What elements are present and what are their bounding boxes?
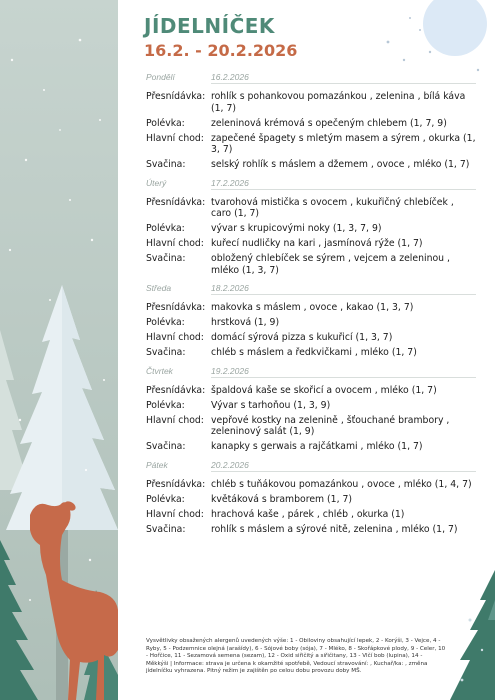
meal-description: domácí sýrová pizza s kukuřicí (1, 3, 7) bbox=[211, 332, 393, 343]
meal-label: Přesnídávka: bbox=[146, 302, 206, 313]
meal-label: Hlavní chod: bbox=[146, 238, 204, 249]
winter-illustration-left bbox=[0, 0, 118, 700]
meal-description: květáková s bramborem (1, 7) bbox=[211, 493, 353, 505]
meal-row bbox=[146, 415, 476, 438]
day-header bbox=[146, 460, 476, 474]
day-section bbox=[146, 460, 476, 536]
day-name: Čtvrtek bbox=[146, 365, 173, 376]
meal-row bbox=[146, 441, 476, 453]
meal-label: Přesnídávka: bbox=[146, 384, 206, 396]
meal-description: rohlík s pohankovou pomazánkou , zelenina , bílá káva (1, 7) bbox=[211, 91, 466, 114]
day-date: 16.2.2026 bbox=[211, 72, 476, 84]
weekly-menu bbox=[146, 72, 476, 542]
day-name: Pátek bbox=[146, 459, 168, 470]
meal-description: chléb s tuňákovou pomazánkou , ovoce , mléko (1, 4, 7) bbox=[211, 478, 472, 490]
meal-label: Polévka: bbox=[146, 399, 185, 411]
meal-row bbox=[146, 238, 476, 250]
meal-label: Polévka: bbox=[146, 223, 185, 234]
meal-description: tvarohová mistička s ovocem , kukuřičný chlebíček , caro (1, 7) bbox=[211, 196, 454, 219]
day-date: 19.2.2026 bbox=[211, 366, 476, 378]
meal-row bbox=[146, 159, 476, 171]
meal-label: Přesnídávka: bbox=[146, 478, 206, 490]
pine-branches-icon bbox=[450, 570, 495, 700]
day-date: 18.2.2026 bbox=[211, 283, 476, 295]
meal-description: vývar s krupicovými noky (1, 3, 7, 9) bbox=[211, 223, 382, 234]
meal-description: kuřecí nudličky na kari , jasmínová rýže (1, 7) bbox=[211, 238, 423, 249]
snowflakes-icon bbox=[387, 17, 480, 71]
day-section bbox=[146, 366, 476, 453]
day-section bbox=[146, 283, 476, 359]
meal-row bbox=[146, 385, 476, 397]
meal-description: selský rohlík s máslem a džemem , ovoce , mléko (1, 7) bbox=[211, 159, 470, 170]
meal-label: Svačina: bbox=[146, 253, 186, 264]
day-section bbox=[146, 72, 476, 171]
meal-description: hrstková (1, 9) bbox=[211, 317, 280, 328]
day-date: 20.2.2026 bbox=[211, 460, 476, 472]
day-header bbox=[146, 366, 476, 380]
meal-label: Polévka: bbox=[146, 493, 185, 505]
meal-description: chléb s máslem a ředkvičkami , mléko (1, 7) bbox=[211, 347, 417, 358]
meal-label: Hlavní chod: bbox=[146, 332, 204, 343]
meal-row bbox=[146, 509, 476, 521]
meal-row bbox=[146, 223, 476, 235]
meal-row bbox=[146, 133, 476, 156]
meal-row bbox=[146, 317, 476, 329]
meal-description: makovka s máslem , ovoce , kakao (1, 3, 7) bbox=[211, 302, 414, 313]
meal-row bbox=[146, 197, 476, 220]
meal-description: vepřové kostky na zelenině , šťouchané brambory , zeleninový salát (1, 9) bbox=[211, 414, 450, 437]
meal-row bbox=[146, 302, 476, 314]
day-header bbox=[146, 283, 476, 297]
meal-label: Svačina: bbox=[146, 347, 186, 358]
meal-description: zeleninová krémová s opečeným chlebem (1, 7, 9) bbox=[211, 117, 447, 129]
meal-description: rohlík s máslem a sýrové nitě, zelenina , mléko (1, 7) bbox=[211, 523, 458, 535]
meal-row bbox=[146, 347, 476, 359]
meal-label: Polévka: bbox=[146, 117, 185, 129]
meal-row bbox=[146, 400, 476, 412]
meal-label: Svačina: bbox=[146, 159, 186, 170]
meal-description: hrachová kaše , párek , chléb , okurka (1) bbox=[211, 508, 405, 520]
week-date-range: 16.2. - 20.2.2026 bbox=[144, 41, 298, 60]
meal-row bbox=[146, 479, 476, 491]
meal-label: Polévka: bbox=[146, 317, 185, 328]
meal-description: zapečené špagety s mletým masem a sýrem , okurka (1, 3, 7) bbox=[211, 132, 476, 155]
day-date: 17.2.2026 bbox=[211, 178, 476, 190]
meal-description: kanapky s gerwais a rajčátkami , mléko (1, 7) bbox=[211, 441, 423, 452]
meal-label: Hlavní chod: bbox=[146, 414, 204, 426]
meal-label: Svačina: bbox=[146, 523, 186, 535]
meal-label: Hlavní chod: bbox=[146, 132, 204, 144]
meal-label: Přesnídávka: bbox=[146, 196, 206, 208]
meal-row bbox=[146, 332, 476, 344]
meal-row bbox=[146, 524, 476, 536]
day-header bbox=[146, 72, 476, 86]
page-title: JÍDELNÍČEK bbox=[144, 14, 275, 38]
meal-label: Přesnídávka: bbox=[146, 91, 206, 102]
day-header bbox=[146, 178, 476, 192]
day-name: Úterý bbox=[146, 177, 167, 188]
day-name: Pondělí bbox=[146, 72, 175, 82]
meal-row bbox=[146, 494, 476, 506]
day-name: Středa bbox=[146, 283, 172, 293]
allergen-footnote: Vysvětlivky obsažených alergenů uvedených výše: 1 - Obiloviny obsahující lepek, 2 - Korýši, 3 - Vejce, 4 - Ryby, 5 - Podzemnice olejná (arašídy), 6 - Sójové boby (sója), 7 - Mléko, 8 - Skořápkové plody, 9 - Celer, 10 - Hořčice, 11 - Sezamová semena (sezam), 12 - Oxid siřičitý a siřičitany, 13 - Vlčí bob (lupina), 14 - Měkkýši | Informace: strava je určena k okamžité spotřebě, Vedoucí stravování: , Kuchař/ka: , změna jídelníčku vyhrazena. Pitný režim je zajištěn po celou dobu provozu doby MŠ. bbox=[146, 638, 446, 675]
meal-description: obložený chlebíček se sýrem , vejcem a zeleninou , mléko (1, 3, 7) bbox=[211, 253, 450, 276]
meal-label: Svačina: bbox=[146, 441, 186, 452]
day-section bbox=[146, 178, 476, 277]
meal-row bbox=[146, 91, 476, 114]
meal-row bbox=[146, 253, 476, 276]
meal-row bbox=[146, 118, 476, 130]
meal-description: Vývar s tarhoňou (1, 3, 9) bbox=[211, 399, 331, 411]
moon-icon bbox=[423, 0, 487, 56]
meal-label: Hlavní chod: bbox=[146, 508, 204, 520]
meal-description: špaldová kaše se skořicí a ovocem , mléko (1, 7) bbox=[211, 384, 437, 396]
